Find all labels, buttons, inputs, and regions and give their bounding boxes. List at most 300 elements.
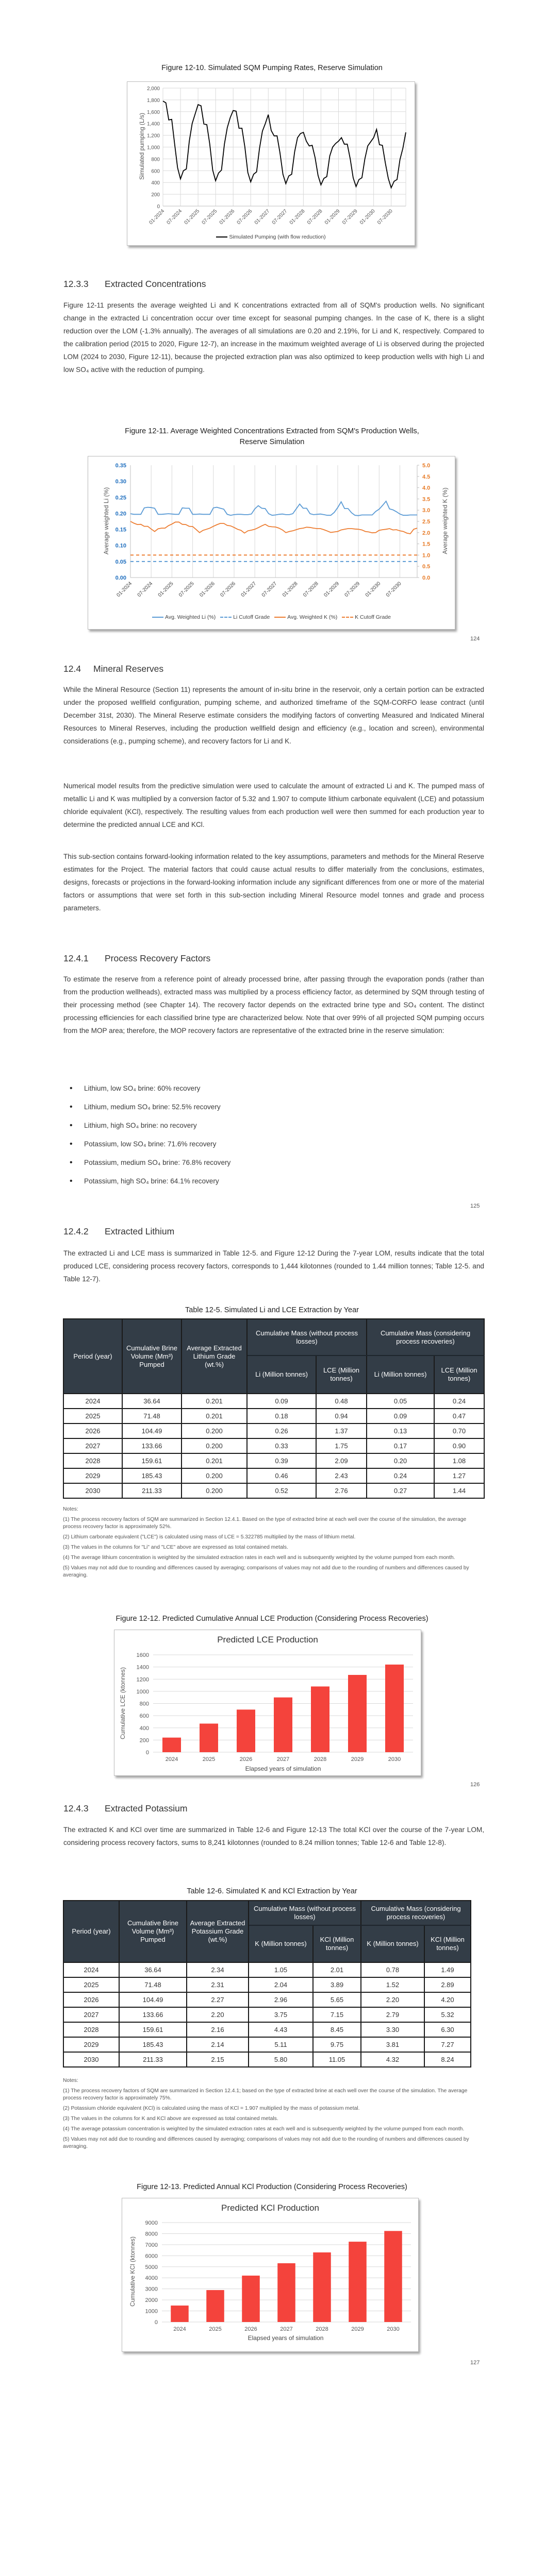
table-cell: 2.27 bbox=[187, 1992, 249, 2007]
table-cell: 36.64 bbox=[119, 1962, 187, 1977]
section-number: 12.4.1 bbox=[63, 953, 89, 963]
list-item: • Potassium, high SO₄ brine: 64.1% recovery bbox=[63, 1176, 230, 1194]
caption-line-2: Reserve Simulation bbox=[239, 438, 305, 446]
table-cell: 0.90 bbox=[434, 1438, 484, 1453]
x-tick-label: 2028 bbox=[314, 1756, 327, 1762]
header-period: Period (year) bbox=[63, 1901, 119, 1962]
table-cell: 0.201 bbox=[182, 1409, 247, 1423]
legend-label: Simulated Pumping (with flow reduction) bbox=[229, 234, 326, 240]
table-cell: 2028 bbox=[63, 2022, 119, 2037]
table-cell: 2026 bbox=[63, 1423, 122, 1438]
table-note: (1) The process recovery factors of SQM are summarized in Section 12.4.1. Based on the type of extracted brine at each well over the course of the simulation, the average process recovery factor is approximately 52%. bbox=[63, 1517, 467, 1530]
paragraph-reserves-1: While the Mineral Resource (Section 11) represents the amount of in-situ brine in the reservoir, only a certain portion can be extracted under the proposed wellfield configuration, pumping scheme, and authorized timeframe of the SQM-CORFO lease contract (until December 31st, 2030). The Mineral Reserve estimate considers the modifying factors of converting Measured and Indicated Mineral Resources to Mineral Reserves, including the production wellfield design and efficiency (e.g., location and screen), environmental considerations (e.g., pumping scheme), and recovery factors for Li and K. bbox=[63, 686, 484, 745]
right-y-tick-label: 1.5 bbox=[422, 541, 431, 548]
table-cell: 1.52 bbox=[361, 1977, 424, 1992]
table-cell: 0.09 bbox=[247, 1394, 316, 1409]
table-note: Notes: bbox=[63, 1506, 78, 1512]
legend-item-k bbox=[274, 614, 337, 620]
page-number: 125 bbox=[470, 1203, 480, 1209]
y-tick-label: 200 bbox=[151, 192, 160, 198]
legend-swatch bbox=[274, 617, 286, 618]
table-row bbox=[63, 2037, 471, 2052]
x-tick-label: 07-2028 bbox=[302, 581, 320, 599]
table-note: (5) Values may not add due to rounding and differences caused by averaging; comparisons of values may not add due to the rounding of numbers and differences caused by averaging. bbox=[63, 1565, 469, 1578]
header-grade: Average Extracted Potassium Grade (wt.%) bbox=[187, 1901, 249, 1962]
concentration-plot bbox=[88, 456, 455, 629]
x-tick-label: 01-2030 bbox=[364, 581, 382, 599]
x-tick-label: 2025 bbox=[209, 2326, 222, 2332]
lce-production-chart bbox=[114, 1630, 421, 1776]
table-row bbox=[63, 1438, 484, 1453]
table-cell: 2.31 bbox=[187, 1977, 249, 1992]
header-volume: Cumulative Brine Volume (Mm³) Pumped bbox=[119, 1901, 187, 1962]
table-cell: 0.78 bbox=[361, 1962, 424, 1977]
legend-swatch bbox=[220, 617, 232, 618]
right-y-tick-label: 4.5 bbox=[422, 473, 431, 480]
table-cell: 1.75 bbox=[316, 1438, 367, 1453]
list-item: • Potassium, medium SO₄ brine: 76.8% recovery bbox=[63, 1157, 230, 1176]
table-row bbox=[63, 1992, 471, 2007]
table-cell: 1.37 bbox=[316, 1423, 367, 1438]
y-tick-label: 1000 bbox=[136, 1688, 149, 1695]
legend-item-li bbox=[152, 614, 216, 620]
x-tick-label: 01-2029 bbox=[323, 581, 341, 599]
section-heading-12-4-3 bbox=[63, 1803, 187, 1814]
x-tick-label: 2029 bbox=[351, 2326, 364, 2332]
y-tick-label: 0 bbox=[145, 1750, 149, 1756]
y-tick-label: 3000 bbox=[145, 2286, 158, 2293]
left-y-tick-label: 0.35 bbox=[115, 463, 126, 469]
x-tick-label: 07-2024 bbox=[136, 581, 154, 599]
legend-label: Avg. Weighted K (%) bbox=[287, 614, 338, 620]
table-cell: 2.14 bbox=[187, 2037, 249, 2052]
table-cell: 2027 bbox=[63, 1438, 122, 1453]
table-cell: 7.15 bbox=[313, 2007, 361, 2022]
x-tick-label: 2027 bbox=[276, 1756, 290, 1762]
table-cell: 2026 bbox=[63, 1992, 119, 2007]
table-cell: 0.201 bbox=[182, 1394, 247, 1409]
y-tick-label: 1200 bbox=[136, 1676, 149, 1683]
header-kcl: KCl (Million tonnes) bbox=[313, 1925, 361, 1962]
y-axis-title: Cumulative KCl (ktonnes) bbox=[129, 2236, 136, 2307]
y-tick-label: 5000 bbox=[145, 2264, 158, 2270]
table-cell: 0.20 bbox=[367, 1453, 434, 1468]
table-cell: 36.64 bbox=[122, 1394, 182, 1409]
table-cell: 2029 bbox=[63, 2037, 119, 2052]
page-number: 126 bbox=[470, 1782, 480, 1788]
table-row bbox=[63, 1394, 484, 1409]
header-volume: Cumulative Brine Volume (Mm³) Pumped bbox=[122, 1319, 182, 1394]
table-row bbox=[63, 1453, 484, 1468]
table-cell: 0.05 bbox=[367, 1394, 434, 1409]
table-cell: 6.30 bbox=[424, 2022, 471, 2037]
right-y-axis-title: Average weighted K (%) bbox=[441, 487, 449, 554]
x-tick-label: 07-2027 bbox=[271, 208, 289, 226]
figure-12-11-caption bbox=[0, 426, 544, 448]
x-tick-label: 2030 bbox=[387, 2326, 400, 2332]
right-y-tick-label: 1.0 bbox=[422, 552, 431, 559]
table-cell: 2.43 bbox=[316, 1468, 367, 1483]
table-row bbox=[63, 1423, 484, 1438]
table-cell: 5.80 bbox=[249, 2052, 313, 2067]
x-tick-label: 07-2025 bbox=[201, 208, 219, 226]
list-item: • Lithium, medium SO₄ brine: 52.5% recovery bbox=[63, 1101, 230, 1120]
table-row bbox=[63, 1409, 484, 1423]
figure-12-13-caption: Figure 12-13. Predicted Annual KCl Production (Considering Process Recoveries) bbox=[137, 2183, 407, 2191]
table-cell: 0.24 bbox=[434, 1394, 484, 1409]
table-cell: 2.09 bbox=[316, 1453, 367, 1468]
list-item: • Potassium, low SO₄ brine: 71.6% recovery bbox=[63, 1139, 230, 1157]
x-tick-label: 07-2026 bbox=[236, 208, 254, 226]
header-mass-with-recoveries: Cumulative Mass (considering process recoveries) bbox=[367, 1319, 484, 1355]
bar-2030 bbox=[384, 2231, 402, 2322]
table-cell: 1.44 bbox=[434, 1483, 484, 1498]
legend-item-k-cutoff bbox=[342, 614, 391, 620]
kcl-bar-plot bbox=[122, 2198, 418, 2351]
bar-2029 bbox=[349, 2242, 367, 2322]
x-tick-label: 07-2030 bbox=[376, 208, 394, 226]
table-note: (1) The process recovery factors of SQM are summarized in Section 12.4.1; based on the type of extracted brine at each well over the course of the simulation. The average process recovery factor is approximately 75%. bbox=[63, 2088, 468, 2101]
table-cell: 0.201 bbox=[182, 1453, 247, 1468]
table-cell: 7.27 bbox=[424, 2037, 471, 2052]
x-tick-label: 01-2027 bbox=[253, 208, 271, 226]
y-tick-label: 400 bbox=[151, 180, 160, 187]
table-cell: 3.30 bbox=[361, 2022, 424, 2037]
table-row bbox=[63, 1962, 471, 1977]
bar-2027 bbox=[274, 1698, 292, 1752]
table-12-5-notes bbox=[63, 1506, 484, 1582]
figure-12-10-caption: Figure 12-10. Simulated SQM Pumping Rates, Reserve Simulation bbox=[161, 64, 383, 72]
header-period: Period (year) bbox=[63, 1319, 122, 1394]
legend-swatch bbox=[152, 617, 163, 618]
y-tick-label: 2,000 bbox=[146, 86, 160, 92]
x-tick-label: 01-2028 bbox=[288, 208, 306, 226]
section-title: Mineral Reserves bbox=[93, 664, 164, 674]
y-tick-label: 1,600 bbox=[146, 109, 160, 115]
bar-2025 bbox=[206, 2290, 224, 2322]
y-tick-label: 1000 bbox=[145, 2308, 158, 2315]
table-cell: 211.33 bbox=[119, 2052, 187, 2067]
table-cell: 2029 bbox=[63, 1468, 122, 1483]
bar-2025 bbox=[200, 1723, 218, 1752]
x-tick-label: 2029 bbox=[351, 1756, 364, 1762]
paragraph-reserves-2: Numerical model results from the predictive simulation were used to calculate the amount of extracted Li and K. The pumped mass of metallic Li and K was multiplied by a conversion factor of 5.32 and 1.907 to compute lithium carbonate equivalent (LCE) and potassium chloride equivalent (KCl), respectively. The resulting values from each production well were then summed for each production year to determine the predicted annual LCE and KCl. bbox=[63, 782, 484, 828]
pumping-rate-chart bbox=[127, 81, 415, 246]
y-tick-label: 600 bbox=[151, 168, 160, 175]
paragraph-concentrations: Figure 12-11 presents the average weighted Li and K concentrations extracted from all of SQM's production wells. No significant change in the extracted Li concentration occur over time except for seasonal pumping changes. In the case of K, there is a slight reduction over the LOM (-1.3% annually). The averages of all simulations are 0.20 and 2.19%, for Li and K, respectively. Compared to the calibration period (2015 to 2020, Figure 12-7), an increase in the maximum weighted average of Li is observed during the projected LOM (2024 to 2030, Figure 12-11), because the projected extraction plan was also optimized to keep production wells with high Li and low SO₄ active with the reduction of pumping. bbox=[63, 301, 484, 374]
x-tick-label: 2025 bbox=[202, 1756, 216, 1762]
bar-2028 bbox=[313, 2252, 331, 2322]
x-axis-title: Elapsed years of simulation bbox=[245, 1765, 321, 1772]
table-cell: 9.75 bbox=[313, 2037, 361, 2052]
table-12-5 bbox=[63, 1318, 485, 1499]
bar-2026 bbox=[242, 2276, 260, 2322]
table-cell: 0.17 bbox=[367, 1438, 434, 1453]
table-cell: 2030 bbox=[63, 2052, 119, 2067]
table-cell: 1.49 bbox=[424, 1962, 471, 1977]
table-cell: 2025 bbox=[63, 1409, 122, 1423]
bar-2028 bbox=[311, 1686, 329, 1752]
list-item: • Lithium, low SO₄ brine: 60% recovery bbox=[63, 1083, 230, 1101]
section-heading-12-3-3 bbox=[63, 279, 206, 290]
section-heading-12-4 bbox=[63, 664, 163, 674]
table-note: (5) Values may not add due to rounding and differences caused by averaging; comparisons of values may not add due to the rounding of numbers and differences caused by averaging. bbox=[63, 2137, 469, 2149]
legend-label: K Cutoff Grade bbox=[355, 614, 391, 620]
table-cell: 0.200 bbox=[182, 1468, 247, 1483]
right-y-tick-label: 0.0 bbox=[422, 575, 431, 581]
table-cell: 2.20 bbox=[361, 1992, 424, 2007]
y-tick-label: 4000 bbox=[145, 2275, 158, 2282]
x-tick-label: 01-2024 bbox=[148, 208, 166, 226]
table-cell: 8.45 bbox=[313, 2022, 361, 2037]
table-cell: 1.27 bbox=[434, 1468, 484, 1483]
recovery-factor-list bbox=[63, 1083, 230, 1194]
table-cell: 2.16 bbox=[187, 2022, 249, 2037]
table-cell: 0.200 bbox=[182, 1483, 247, 1498]
table-cell: 0.46 bbox=[247, 1468, 316, 1483]
x-tick-label: 01-2025 bbox=[157, 581, 175, 599]
table-cell: 0.27 bbox=[367, 1483, 434, 1498]
x-tick-label: 07-2024 bbox=[166, 208, 184, 226]
table-note: (4) The average lithium concentration is weighted by the simulated extraction rates in each well and is subsequently weighted by the volume pumped from each month. bbox=[63, 1555, 455, 1561]
pumping-rate-plot bbox=[127, 82, 415, 245]
chart-legend bbox=[88, 614, 455, 620]
x-tick-label: 07-2029 bbox=[343, 581, 361, 599]
header-li: Li (Million tonnes) bbox=[367, 1355, 434, 1394]
table-row bbox=[63, 2022, 471, 2037]
table-body bbox=[63, 1962, 471, 2067]
bar-2027 bbox=[277, 2263, 295, 2322]
table-body bbox=[63, 1394, 484, 1498]
legend-swatch bbox=[342, 617, 353, 618]
x-tick-label: 01-2029 bbox=[323, 208, 341, 226]
legend-item-li-cutoff bbox=[220, 614, 270, 620]
y-tick-label: 1,800 bbox=[146, 97, 160, 104]
table-cell: 0.200 bbox=[182, 1438, 247, 1453]
x-tick-label: 2030 bbox=[388, 1756, 401, 1762]
x-tick-label: 07-2026 bbox=[219, 581, 237, 599]
table-cell: 0.200 bbox=[182, 1423, 247, 1438]
y-tick-label: 1400 bbox=[136, 1664, 149, 1671]
avg-weighted-li-line bbox=[130, 501, 417, 516]
left-y-tick-label: 0.00 bbox=[115, 575, 126, 581]
x-tick-label: 01-2024 bbox=[116, 581, 134, 599]
y-tick-label: 800 bbox=[139, 1701, 149, 1707]
section-title: Extracted Potassium bbox=[105, 1803, 188, 1814]
table-note: (3) The values in the columns for "Li" and "LCE" above are expressed as total contained metals. bbox=[63, 1545, 288, 1550]
x-tick-label: 07-2029 bbox=[341, 208, 359, 226]
table-row bbox=[63, 2007, 471, 2022]
x-tick-label: 07-2025 bbox=[177, 581, 195, 599]
table-cell: 11.05 bbox=[313, 2052, 361, 2067]
table-cell: 104.49 bbox=[122, 1423, 182, 1438]
x-tick-label: 2026 bbox=[244, 2326, 257, 2332]
table-cell: 5.32 bbox=[424, 2007, 471, 2022]
table-cell: 2030 bbox=[63, 1483, 122, 1498]
bar-2024 bbox=[162, 1738, 181, 1752]
section-heading-12-4-2 bbox=[63, 1226, 174, 1237]
table-cell: 2.96 bbox=[249, 1992, 313, 2007]
table-cell: 104.49 bbox=[119, 1992, 187, 2007]
list-item: • Lithium, high SO₄ brine: no recovery bbox=[63, 1120, 230, 1139]
x-tick-label: 2024 bbox=[165, 1756, 178, 1762]
y-tick-label: 600 bbox=[139, 1713, 149, 1720]
table-cell: 2.76 bbox=[316, 1483, 367, 1498]
left-y-tick-label: 0.15 bbox=[115, 527, 126, 533]
header-kcl: KCl (Million tonnes) bbox=[424, 1925, 471, 1962]
lce-bar-plot bbox=[114, 1630, 421, 1775]
x-tick-label: 2027 bbox=[280, 2326, 293, 2332]
table-note: Notes: bbox=[63, 2078, 78, 2083]
paragraph-potassium: The extracted K and KCl over time are summarized in Table 12-6 and Figure 12-13 The total KCl over the course of the 7-year LOM, considering process recovery factors, sums to 8,241 kilotonnes (rounded to 8.24 million tonnes; Table 12-6 and Table 12-8). bbox=[63, 1826, 484, 1846]
section-number: 12.4 bbox=[63, 664, 81, 674]
y-tick-label: 1,400 bbox=[146, 121, 160, 127]
header-k: K (Million tonnes) bbox=[361, 1925, 424, 1962]
table-12-6-notes bbox=[63, 2077, 484, 2154]
table-cell: 2028 bbox=[63, 1453, 122, 1468]
caption-line-1: Figure 12-11. Average Weighted Concentrations Extracted from SQM's Production Wells, bbox=[125, 427, 419, 435]
right-y-tick-label: 2.5 bbox=[422, 519, 431, 525]
table-cell: 185.43 bbox=[119, 2037, 187, 2052]
y-tick-label: 6000 bbox=[145, 2253, 158, 2260]
x-tick-label: 01-2027 bbox=[240, 581, 258, 599]
legend-item-pumping bbox=[216, 234, 325, 240]
paragraph-reserves-3: This sub-section contains forward-looking information related to the key assumptions, parameters and methods for the Mineral Reserve estimates for the Project. The material factors that could cause actual results to differ materially from the conclusions, estimates, designs, forecasts or projections in the forward-looking information include any significant differences from one or more of the material factors or assumptions that were set forth in this sub-section including Mineral Resource model tonnes and grade and process parameters. bbox=[63, 853, 484, 912]
table-cell: 0.52 bbox=[247, 1483, 316, 1498]
right-y-tick-label: 0.5 bbox=[422, 564, 431, 570]
table-cell: 4.32 bbox=[361, 2052, 424, 2067]
table-cell: 0.09 bbox=[367, 1409, 434, 1423]
y-tick-label: 2000 bbox=[145, 2297, 158, 2304]
y-tick-label: 1,200 bbox=[146, 133, 160, 139]
y-tick-label: 8000 bbox=[145, 2231, 158, 2238]
table-cell: 185.43 bbox=[122, 1468, 182, 1483]
table-cell: 0.33 bbox=[247, 1438, 316, 1453]
section-number: 12.4.3 bbox=[63, 1803, 89, 1814]
table-cell: 5.11 bbox=[249, 2037, 313, 2052]
table-row bbox=[63, 1483, 484, 1498]
table-note: (4) The average potassium concentration is weighted by the simulated extraction rates at each well and is subsequently weighted by the volume pumped from each month. bbox=[63, 2126, 465, 2132]
y-axis-title: Cumulative LCE (ktonnes) bbox=[119, 1667, 126, 1740]
x-tick-label: 01-2026 bbox=[218, 208, 236, 226]
table-cell: 0.47 bbox=[434, 1409, 484, 1423]
table-cell: 71.48 bbox=[119, 1977, 187, 1992]
page-number: 124 bbox=[470, 636, 480, 642]
table-cell: 0.48 bbox=[316, 1394, 367, 1409]
left-y-axis-title: Average weighted Li (%) bbox=[103, 487, 110, 555]
paragraph-recovery: To estimate the reserve from a reference point of already processed brine, after passing through the evaporation ponds (rather than from the production wellheads), extracted mass was multiplied by a process efficiency factor, as determined by SQM through testing of their processing method (see Chapter 14). The recovery factor depends on the extracted brine type and SO₄ content. The distinct processing efficiencies for each classified brine type are characterized below. Note that over 99% of all projected SQM pumping occurs from the MOP area; therefore, the MOP recovery factors are representative of the extracted brine in the reserve simulation: bbox=[63, 975, 484, 1035]
table-cell: 1.05 bbox=[249, 1962, 313, 1977]
table-note: (2) Lithium carbonate equivalent ("LCE") is calculated using mass of LCE = 5.322785 multiplied by the mass of lithium metal. bbox=[63, 1534, 356, 1540]
y-tick-label: 1,000 bbox=[146, 145, 160, 151]
header-lce: LCE (Million tonnes) bbox=[434, 1355, 484, 1394]
legend-label: Li Cutoff Grade bbox=[233, 614, 270, 620]
y-tick-label: 7000 bbox=[145, 2242, 158, 2248]
table-cell: 0.39 bbox=[247, 1453, 316, 1468]
table-cell: 133.66 bbox=[122, 1438, 182, 1453]
right-y-tick-label: 2.0 bbox=[422, 530, 431, 536]
left-y-tick-label: 0.05 bbox=[115, 558, 126, 565]
table-cell: 2024 bbox=[63, 1962, 119, 1977]
table-row bbox=[63, 1977, 471, 1992]
paragraph-lithium: The extracted Li and LCE mass is summarized in Table 12-5. and Figure 12-12 During the 7-year LOM, results indicate that the total produced LCE, considering process recovery factors, corresponds to 1,444 kilotonnes (rounded to 1.44 million tonnes; Table 12-5. and Table 12-7). bbox=[63, 1249, 484, 1283]
header-lce: LCE (Million tonnes) bbox=[316, 1355, 367, 1394]
y-tick-label: 9000 bbox=[145, 2220, 158, 2226]
x-tick-label: 01-2028 bbox=[281, 581, 299, 599]
table-cell: 2.34 bbox=[187, 1962, 249, 1977]
table-cell: 0.70 bbox=[434, 1423, 484, 1438]
table-12-6 bbox=[63, 1900, 471, 2067]
avg-weighted-k-line bbox=[130, 521, 417, 534]
table-cell: 159.61 bbox=[122, 1453, 182, 1468]
legend-label: Avg. Weighted Li (%) bbox=[165, 614, 216, 620]
y-tick-label: 0 bbox=[157, 204, 160, 210]
bar-2030 bbox=[385, 1665, 404, 1752]
legend-swatch bbox=[216, 236, 227, 238]
table-cell: 2.20 bbox=[187, 2007, 249, 2022]
table-cell: 0.94 bbox=[316, 1409, 367, 1423]
table-note: (3) The values in the columns for K and KCl above are expressed as total contained metals. bbox=[63, 2116, 278, 2122]
section-number: 12.3.3 bbox=[63, 279, 89, 289]
header-k: K (Million tonnes) bbox=[249, 1925, 313, 1962]
header-grade: Average Extracted Lithium Grade (wt.%) bbox=[182, 1319, 247, 1394]
table-cell: 2024 bbox=[63, 1394, 122, 1409]
section-heading-12-4-1 bbox=[63, 953, 210, 964]
y-tick-label: 800 bbox=[151, 157, 160, 163]
table-12-5-caption: Table 12-5. Simulated Li and LCE Extraction by Year bbox=[185, 1306, 359, 1314]
kcl-production-chart bbox=[122, 2198, 419, 2352]
concentration-chart bbox=[88, 456, 455, 630]
bar-2024 bbox=[171, 2306, 189, 2322]
left-y-tick-label: 0.20 bbox=[115, 511, 126, 517]
table-12-6-caption: Table 12-6. Simulated K and KCl Extraction by Year bbox=[187, 1887, 357, 1895]
right-y-tick-label: 5.0 bbox=[422, 463, 431, 469]
pumping-series-line bbox=[163, 101, 406, 188]
table-cell: 211.33 bbox=[122, 1483, 182, 1498]
x-tick-label: 01-2030 bbox=[358, 208, 376, 226]
x-axis-title: Elapsed years of simulation bbox=[248, 2334, 324, 2342]
x-tick-label: 2026 bbox=[239, 1756, 253, 1762]
right-y-tick-label: 3.5 bbox=[422, 496, 431, 503]
table-cell: 71.48 bbox=[122, 1409, 182, 1423]
table-cell: 2.01 bbox=[313, 1962, 361, 1977]
x-tick-label: 07-2028 bbox=[306, 208, 324, 226]
table-cell: 2.15 bbox=[187, 2052, 249, 2067]
table-cell: 0.13 bbox=[367, 1423, 434, 1438]
table-cell: 2.04 bbox=[249, 1977, 313, 1992]
table-cell: 5.65 bbox=[313, 1992, 361, 2007]
x-tick-label: 01-2025 bbox=[183, 208, 201, 226]
table-cell: 0.26 bbox=[247, 1423, 316, 1438]
y-tick-label: 1600 bbox=[136, 1652, 149, 1658]
x-tick-label: 07-2030 bbox=[385, 581, 403, 599]
section-number: 12.4.2 bbox=[63, 1226, 89, 1236]
table-cell: 159.61 bbox=[119, 2022, 187, 2037]
header-mass-without-losses: Cumulative Mass (without process losses) bbox=[247, 1319, 367, 1355]
header-mass-with-recoveries: Cumulative Mass (considering process recoveries) bbox=[361, 1901, 471, 1925]
table-cell: 3.75 bbox=[249, 2007, 313, 2022]
x-tick-label: 2024 bbox=[173, 2326, 186, 2332]
left-y-tick-label: 0.30 bbox=[115, 479, 126, 485]
figure-12-12-caption: Figure 12-12. Predicted Cumulative Annual LCE Production (Considering Process Recoveries) bbox=[116, 1615, 428, 1623]
table-cell: 3.81 bbox=[361, 2037, 424, 2052]
y-tick-label: 0 bbox=[154, 2319, 158, 2326]
y-tick-label: 400 bbox=[139, 1725, 149, 1732]
section-title: Extracted Lithium bbox=[105, 1226, 175, 1236]
bar-2029 bbox=[348, 1675, 367, 1752]
section-title: Extracted Concentrations bbox=[105, 279, 206, 289]
left-y-tick-label: 0.10 bbox=[115, 543, 126, 549]
